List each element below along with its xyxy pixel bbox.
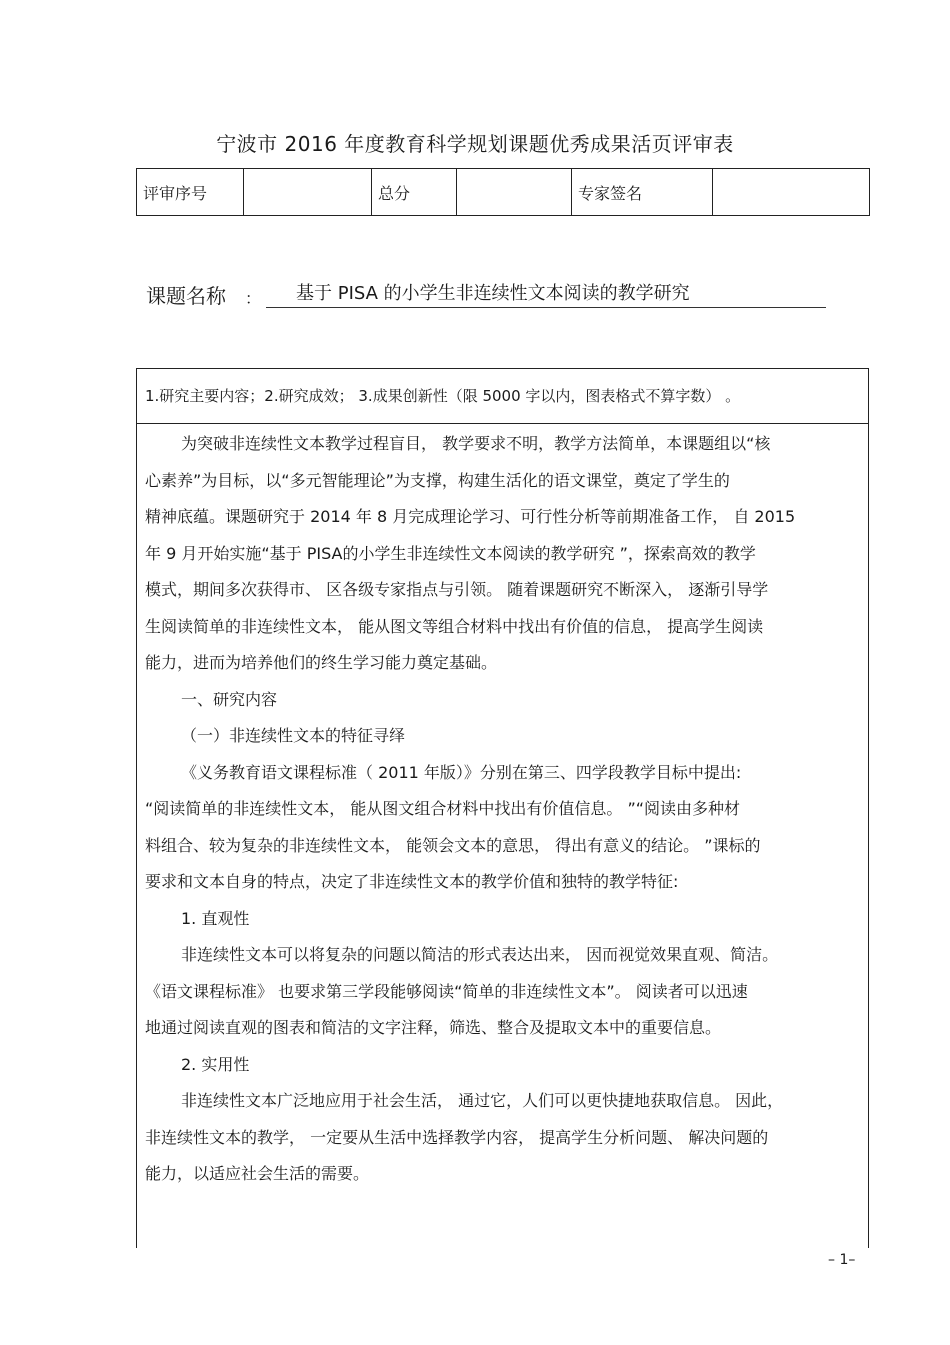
topic-value: 基于 PISA 的小学生非连续性文本阅读的教学研究: [266, 282, 826, 308]
label-total-score: 总分: [372, 169, 457, 216]
body-line: 料组合、较为复杂的非连续性文本， 能领会文本的意思， 得出有意义的结论。 ”课标的: [145, 835, 761, 855]
body-line: 心素养”为目标，以“多元智能理论”为支撑，构建生活化的语文课堂，奠定了学生的: [145, 470, 730, 490]
body-line: 精神底蕴。课题研究于 2014 年 8 月完成理论学习、可行性分析等前期准备工作， 自 2015: [145, 507, 796, 526]
body-line: 非连续性文本的教学， 一定要从生活中选择教学内容， 提高学生分析问题、 解决问题的: [145, 1127, 769, 1147]
subsection-heading: （一）非连续性文本的特征寻绎: [181, 726, 406, 745]
body-line: 能力，进而为培养他们的终生学习能力奠定基础。: [145, 653, 498, 672]
body-line: “阅读简单的非连续性文本， 能从图文组合材料中找出有价值信息。 ”“阅读由多种材: [145, 799, 741, 818]
body-line: 《语文课程标准》 也要求第三学段能够阅读“简单的非连续性文本”。 阅读者可以迅速: [145, 981, 748, 1001]
body-line: 要求和文本自身的特点，决定了非连续性文本的教学价值和独特的教学特征:: [145, 872, 679, 891]
body-line: 能力，以适应社会生活的需要。: [145, 1164, 370, 1183]
label-expert-signature: 专家签名: [572, 169, 713, 216]
body-line: 《义务教育语文课程标准（ 2011 年版）》分别在第三、四学段教学目标中提出:: [181, 762, 742, 782]
item-heading: 1. 直观性: [181, 908, 250, 928]
body-line: 模式，期间多次获得市、 区各级专家指点与引领。 随着课题研究不断深入， 逐渐引导学: [145, 580, 769, 599]
body-line: 非连续性文本可以将复杂的问题以简洁的形式表达出来， 因而视觉效果直观、简洁。: [181, 945, 779, 964]
item-heading: 2. 实用性: [181, 1054, 250, 1074]
review-info-table: [136, 168, 870, 216]
label-review-serial: 评审序号: [137, 169, 244, 216]
field-total-score[interactable]: [457, 169, 572, 216]
page-number: – 1–: [828, 1252, 856, 1268]
body-line: 年 9 月开始实施“基于 PISA的小学生非连续性文本阅读的教学研究 ”，探索高效的教学: [145, 543, 756, 563]
body-line: 为突破非连续性文本教学过程盲目， 教学要求不明，教学方法简单，本课题组以“核: [181, 434, 771, 453]
body-line: 生阅读简单的非连续性文本， 能从图文等组合材料中找出有价值的信息， 提高学生阅读: [145, 616, 764, 636]
body-line: 非连续性文本广泛地应用于社会生活， 通过它，人们可以更快捷地获取信息。 因此，: [181, 1091, 784, 1110]
content-box: [136, 368, 869, 1248]
body-line: 地通过阅读直观的图表和简洁的文字注释，筛选、整合及提取文本中的重要信息。: [145, 1018, 722, 1037]
field-expert-signature[interactable]: [713, 169, 870, 216]
topic-label: 课题名称: [146, 284, 226, 308]
content-box-header: 1.研究主要内容；2.研究成效； 3.成果创新性（限 5000 字以内，图表格式不算字数） 。: [137, 369, 868, 424]
page-title: 宁波市 2016 年度教育科学规划课题优秀成果活页评审表: [216, 132, 734, 156]
field-review-serial[interactable]: [244, 169, 372, 216]
body-text: [137, 424, 868, 1193]
topic-colon: ：: [245, 289, 262, 308]
section-heading: 一、研究内容: [181, 689, 278, 709]
